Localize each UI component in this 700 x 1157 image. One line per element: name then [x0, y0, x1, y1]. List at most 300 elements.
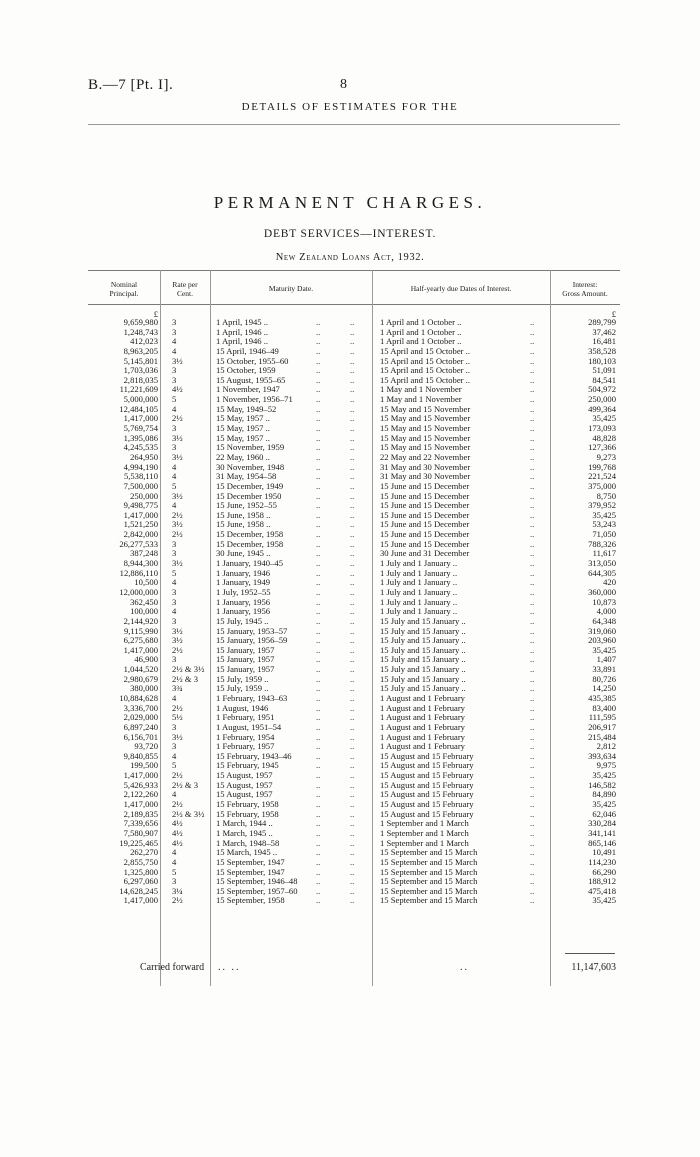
interest-cell: 379,952	[588, 500, 616, 511]
interest-cell: 313,050	[588, 558, 616, 569]
due-dates-cell: 1 July and 1 January ..	[380, 596, 458, 607]
interest-cell: 35,425	[592, 895, 616, 906]
rate-cell: 3	[172, 442, 177, 453]
maturity-cell: 1 November, 1947	[216, 384, 280, 395]
principal-cell: 10,500	[134, 577, 158, 588]
maturity-cell: 15 February, 1958	[216, 799, 279, 810]
principal-cell: 2,980,679	[123, 673, 158, 684]
due-dates-cell: 15 September and 15 March	[380, 856, 478, 867]
leader-dot: ..	[530, 885, 535, 896]
maturity-cell: 15 August, 1957	[216, 789, 273, 800]
leader-dot: ..	[316, 461, 321, 472]
leader-dot: ..	[316, 538, 321, 549]
leader-dot: ..	[316, 770, 321, 781]
interest-table	[88, 270, 620, 986]
leader-dot: ..	[530, 683, 535, 694]
rate-cell: 3½	[172, 490, 183, 501]
maturity-cell: 1 April, 1946 ..	[216, 336, 269, 347]
maturity-cell: 31 May, 1954–58	[216, 471, 277, 482]
due-dates-cell: 15 April and 15 October ..	[380, 345, 470, 356]
maturity-cell: 15 May, 1957 ..	[216, 432, 270, 443]
principal-cell: 5,000,000	[123, 394, 158, 405]
due-dates-cell: 15 June and 15 December	[380, 538, 470, 549]
principal-cell: 8,944,300	[123, 558, 158, 569]
leader-dot: ..	[350, 606, 355, 617]
leader-dot: ..	[316, 577, 321, 588]
interest-cell: 644,305	[588, 567, 616, 578]
leader-dot: ..	[530, 692, 535, 703]
rate-cell: 2½ & 3½	[172, 664, 205, 675]
leader-dot: ..	[350, 345, 355, 356]
interest-cell: 2,812	[596, 741, 616, 752]
due-dates-cell: 1 July and 1 January ..	[380, 577, 458, 588]
principal-cell: 6,156,701	[123, 731, 158, 742]
due-dates-cell: 30 June and 31 December	[380, 548, 470, 559]
leader-dot: ..	[350, 741, 355, 752]
leader-dot: ..	[350, 461, 355, 472]
document-reference: B.—7 [Pt. I].	[88, 77, 174, 93]
interest-cell: 35,425	[592, 799, 616, 810]
section-subtitle: DEBT SERVICES—INTEREST.	[263, 228, 437, 240]
maturity-cell: 15 September, 1947	[216, 866, 285, 877]
rate-cell: 5	[172, 866, 177, 877]
header-interest: Interest: Gross Amount.	[562, 280, 608, 298]
interest-cell: 64,348	[592, 615, 616, 626]
principal-cell: 1,044,520	[123, 664, 158, 675]
interest-cell: 16,481	[592, 336, 616, 347]
leader-dot: ..	[316, 384, 321, 395]
leader-dot: ..	[530, 856, 535, 867]
leader-dot: ..	[350, 818, 355, 829]
interest-cell: 35,425	[592, 509, 616, 520]
due-dates-cell: 1 August and 1 February	[380, 712, 465, 723]
rate-cell: 2½	[172, 644, 183, 655]
maturity-cell: 1 July, 1952–55	[216, 586, 271, 597]
leader-dot: ..	[316, 345, 321, 356]
leader-dot: ..	[316, 818, 321, 829]
maturity-cell: 15 May, 1957 ..	[216, 423, 270, 434]
maturity-cell: 1 August, 1951–54	[216, 721, 282, 732]
principal-column	[88, 318, 158, 906]
due-dates-cell: 15 May and 15 November	[380, 423, 471, 434]
leader-dot: ..	[350, 692, 355, 703]
interest-cell: 358,528	[588, 345, 616, 356]
rate-cell: 3	[172, 548, 177, 559]
leader-dot: ..	[316, 374, 321, 385]
rate-cell: 4	[172, 692, 177, 703]
principal-cell: 46,900	[134, 654, 158, 665]
leader-dot: ..	[350, 654, 355, 665]
interest-cell: 146,582	[588, 779, 616, 790]
maturity-cell: 1 January, 1949	[216, 577, 271, 588]
interest-cell: 215,484	[588, 731, 616, 742]
leader-dot: ..	[316, 866, 321, 877]
rate-cell: 4	[172, 750, 177, 761]
due-dates-cell: 15 August and 15 February	[380, 808, 474, 819]
leader-dot: ..	[350, 895, 355, 906]
rate-cell: 4	[172, 336, 177, 347]
principal-cell: 1,417,000	[123, 770, 158, 781]
leader-dot: ..	[530, 432, 535, 443]
maturity-cell: 15 August, 1955–65	[216, 374, 286, 385]
principal-cell: 2,842,000	[123, 529, 158, 540]
maturity-cell: 1 April, 1945 ..	[216, 317, 269, 327]
interest-cell: 180,103	[588, 355, 616, 366]
leader-dot: ..	[350, 519, 355, 530]
due-dates-cell: 15 April and 15 October ..	[380, 365, 470, 376]
carried-forward-label: Carried forward	[140, 962, 205, 973]
principal-cell: 19,225,465	[119, 837, 158, 848]
rate-cell: 3¼	[172, 885, 183, 896]
leader-dot: ..	[316, 500, 321, 511]
due-dates-cell: 1 May and 1 November	[380, 394, 462, 405]
leader-dot: ..	[530, 519, 535, 530]
due-dates-cell: 15 June and 15 December	[380, 500, 470, 511]
leader-dot: ..	[316, 644, 321, 655]
leader-dot: ..	[350, 779, 355, 790]
leader-dot: ..	[316, 673, 321, 684]
maturity-cell: 1 January, 1956	[216, 606, 271, 617]
interest-cell: 221,524	[588, 471, 616, 482]
leader-dot: ..	[350, 750, 355, 761]
leader-dot: ..	[316, 558, 321, 569]
rate-cell: 3	[172, 876, 177, 887]
leader-dot: ..	[350, 866, 355, 877]
leader-dot: ..	[530, 374, 535, 385]
interest-cell: 111,595	[588, 712, 616, 723]
leader-dot: ..	[530, 654, 535, 665]
principal-cell: 1,417,000	[123, 895, 158, 906]
maturity-cell: 15 December, 1949	[216, 480, 284, 491]
due-dates-cell: 31 May and 30 November	[380, 471, 471, 482]
principal-cell: 6,275,680	[123, 635, 158, 646]
leader-dot: ..	[316, 451, 321, 462]
rate-cell: 4½	[172, 837, 183, 848]
leader-dot: ..	[316, 664, 321, 675]
rate-cell: 3½	[172, 451, 183, 462]
maturity-cell: 15 May, 1957 ..	[216, 413, 270, 424]
maturity-cell: 15 February, 1958	[216, 808, 279, 819]
rate-cell: 3	[172, 374, 177, 385]
interest-cell: 435,385	[588, 692, 616, 703]
due-dates-cell: 15 August and 15 February	[380, 799, 474, 810]
leader-dot: ..	[316, 741, 321, 752]
rate-cell: 3	[172, 538, 177, 549]
leader-dot: ..	[530, 538, 535, 549]
header-principal: Nominal Principal.	[109, 280, 139, 298]
leader-dot: ..	[350, 365, 355, 376]
principal-cell: 1,703,036	[123, 365, 158, 376]
leader-dot: ..	[316, 529, 321, 540]
leader-dot: ..	[350, 480, 355, 491]
leader-dot: ..	[350, 471, 355, 482]
maturity-cell: 30 June, 1945 ..	[216, 548, 271, 559]
due-dates-cell: 15 July and 15 January ..	[380, 664, 466, 675]
rate-cell: 5½	[172, 712, 183, 723]
principal-currency: £	[153, 309, 158, 319]
leader-dot: ..	[316, 654, 321, 665]
leader-dot: ..	[316, 442, 321, 453]
maturity-cell: 1 February, 1954	[216, 731, 275, 742]
principal-cell: 4,245,535	[123, 442, 158, 453]
page-number: 8	[340, 77, 347, 92]
leader-dot: ..	[530, 731, 535, 742]
due-dates-cell: 15 May and 15 November	[380, 413, 471, 424]
maturity-cell: 1 March, 1944 ..	[216, 818, 273, 829]
principal-cell: 1,417,000	[123, 644, 158, 655]
leader-dot: ..	[316, 567, 321, 578]
interest-cell: 35,425	[592, 413, 616, 424]
leader-dot: ..	[350, 731, 355, 742]
leader-dot: ..	[316, 635, 321, 646]
interest-cell: 788,326	[588, 538, 616, 549]
due-dates-cell: 1 April and 1 October ..	[380, 326, 462, 337]
maturity-cell: 15 October, 1959	[216, 365, 276, 376]
principal-cell: 6,297,060	[123, 876, 158, 887]
leader-dot: ..	[316, 827, 321, 838]
leader-dot: ..	[530, 548, 535, 559]
rate-cell: 4½	[172, 384, 183, 395]
leader-dot: ..	[350, 827, 355, 838]
principal-cell: 199,500	[130, 760, 158, 771]
leader-dot: ..	[530, 770, 535, 781]
leader-dot: ..	[350, 586, 355, 597]
principal-cell: 2,818,035	[123, 374, 158, 385]
interest-cell: 499,364	[588, 403, 616, 414]
maturity-cell: 15 November, 1959	[216, 442, 285, 453]
due-dates-cell: 15 June and 15 December	[380, 480, 470, 491]
rate-cell: 2½ & 3	[172, 779, 199, 790]
maturity-cell: 15 June, 1952–55	[216, 500, 277, 511]
maturity-cell: 15 January, 1957	[216, 664, 275, 675]
leader-dot: ..	[530, 509, 535, 520]
rate-cell: 4	[172, 789, 177, 800]
interest-cell: 14,250	[592, 683, 616, 694]
due-dates-cell: 15 July and 15 January ..	[380, 654, 466, 665]
due-dates-cell: 1 April and 1 October ..	[380, 336, 462, 347]
leader-dot: ..	[350, 384, 355, 395]
maturity-cell: 15 February, 1943–46	[216, 750, 292, 761]
due-dates-cell: 31 May and 30 November	[380, 461, 471, 472]
leader-dot: ..	[530, 500, 535, 511]
rate-cell: 4	[172, 461, 177, 472]
rate-cell: 3¾	[172, 683, 183, 694]
rate-cell: 4	[172, 471, 177, 482]
interest-cell: 10,491	[592, 847, 616, 858]
principal-cell: 2,855,750	[123, 856, 158, 867]
interest-cell: 11,617	[592, 548, 616, 559]
leader-dot: ..	[530, 442, 535, 453]
leader-dot: ..	[316, 413, 321, 424]
leader-dot: ..	[530, 567, 535, 578]
principal-cell: 362,450	[130, 596, 158, 607]
principal-cell: 5,145,801	[123, 355, 158, 366]
due-dates-cell: 15 September and 15 March	[380, 876, 478, 887]
due-dates-cell: 15 August and 15 February	[380, 789, 474, 800]
leader-dot: ..	[316, 615, 321, 626]
rate-cell: 4	[172, 345, 177, 356]
due-dates-cell: 15 September and 15 March	[380, 885, 478, 896]
leader-dot: ..	[530, 355, 535, 366]
leader-dot: ..	[530, 799, 535, 810]
rate-cell: 3	[172, 365, 177, 376]
leader-dot: ..	[530, 558, 535, 569]
principal-cell: 9,659,980	[123, 317, 158, 327]
interest-cell: 475,418	[588, 885, 616, 896]
maturity-cell: 15 July, 1959 ..	[216, 673, 269, 684]
interest-cell: 9,975	[596, 760, 616, 771]
rate-cell: 3	[172, 317, 177, 327]
leader-dot: ..	[530, 606, 535, 617]
due-dates-cell: 15 August and 15 February	[380, 750, 474, 761]
due-dates-cell: 22 May and 22 November	[380, 451, 471, 462]
leader-dot: ..	[530, 625, 535, 636]
maturity-cell: 15 December 1950	[216, 490, 282, 501]
leader-dot: ..	[350, 673, 355, 684]
leader-dot: ..	[316, 423, 321, 434]
leader-dot: ..	[530, 702, 535, 713]
maturity-cell: 1 April, 1946 ..	[216, 326, 269, 337]
principal-cell: 26,277,533	[119, 538, 158, 549]
leader-dot: ..	[530, 837, 535, 848]
maturity-cell: 1 August, 1946	[216, 702, 269, 713]
interest-cell: 35,425	[592, 770, 616, 781]
interest-cell: 319,060	[588, 625, 616, 636]
interest-cell: 35,425	[592, 644, 616, 655]
principal-cell: 7,500,000	[123, 480, 158, 491]
rate-cell: 4	[172, 403, 177, 414]
leader-dot: ..	[316, 625, 321, 636]
interest-currency: £	[611, 309, 616, 319]
principal-cell: 1,395,086	[123, 432, 158, 443]
leader-dot: ..	[530, 779, 535, 790]
leader-dot: ..	[350, 847, 355, 858]
rate-cell: 2½	[172, 413, 183, 424]
due-dates-cell: 1 August and 1 February	[380, 721, 465, 732]
leader-dot: ..	[530, 615, 535, 626]
interest-cell: 865,146	[588, 837, 616, 848]
rate-cell: 3	[172, 586, 177, 597]
maturity-cell: 1 March, 1945 ..	[216, 827, 273, 838]
leader-dot: ..	[530, 827, 535, 838]
interest-cell: 4,000	[596, 606, 616, 617]
principal-cell: 4,994,190	[123, 461, 158, 472]
leader-dot: ..	[530, 808, 535, 819]
maturity-cell: 15 May, 1949–52	[216, 403, 277, 414]
interest-cell: 51,091	[592, 365, 616, 376]
interest-cell: 8,750	[596, 490, 616, 501]
principal-cell: 1,521,250	[123, 519, 158, 530]
principal-cell: 100,000	[130, 606, 158, 617]
rate-cell: 5	[172, 394, 177, 405]
due-dates-cell: 15 June and 15 December	[380, 509, 470, 520]
leader-dot: ..	[530, 876, 535, 887]
rate-cell: 4	[172, 856, 177, 867]
rate-cell: 2½	[172, 770, 183, 781]
maturity-cell: 15 June, 1958 ..	[216, 509, 271, 520]
leader-dots	[530, 318, 534, 906]
maturity-cell: 22 May, 1960 ..	[216, 451, 270, 462]
leader-dot: ..	[350, 423, 355, 434]
rate-cell: 5	[172, 480, 177, 491]
carried-forward-leader: .. ..	[218, 962, 241, 973]
rate-cell: 3	[172, 615, 177, 626]
rate-cell: 2½	[172, 799, 183, 810]
maturity-cell: 15 February, 1945	[216, 760, 279, 771]
rate-cell: 3	[172, 326, 177, 337]
carried-forward-amount: 11,147,603	[571, 962, 616, 973]
rate-cell: 3½	[172, 519, 183, 530]
leader-dot: ..	[350, 326, 355, 337]
leader-dot: ..	[316, 847, 321, 858]
interest-cell: 1,407	[596, 654, 616, 665]
leader-dot: ..	[316, 856, 321, 867]
rate-cell: 3½	[172, 558, 183, 569]
leader-dot: ..	[316, 586, 321, 597]
principal-cell: 1,417,000	[123, 509, 158, 520]
leader-dot: ..	[350, 355, 355, 366]
leader-dot: ..	[316, 721, 321, 732]
due-dates-cell: 15 July and 15 January ..	[380, 683, 466, 694]
leader-dot: ..	[316, 712, 321, 723]
maturity-cell: 15 June, 1958 ..	[216, 519, 271, 530]
header-rule	[88, 124, 620, 125]
principal-cell: 1,325,800	[123, 866, 158, 877]
leader-dot: ..	[530, 644, 535, 655]
rate-cell: 2½	[172, 509, 183, 520]
leader-dot: ..	[530, 529, 535, 540]
leader-dot: ..	[316, 432, 321, 443]
principal-cell: 93,720	[134, 741, 158, 752]
leader-dot: ..	[316, 355, 321, 366]
interest-cell: 375,000	[588, 480, 616, 491]
leader-dot: ..	[316, 336, 321, 347]
leader-dot: ..	[316, 471, 321, 482]
maturity-cell: 1 February, 1951	[216, 712, 275, 723]
header-rate: Rate per Cent.	[172, 280, 198, 298]
leader-dot: ..	[316, 548, 321, 559]
due-dates-cell: 15 July and 15 January ..	[380, 625, 466, 636]
leader-dot: ..	[350, 635, 355, 646]
due-dates-cell: 15 April and 15 October ..	[380, 374, 470, 385]
leader-dot: ..	[350, 702, 355, 713]
leader-dot: ..	[530, 741, 535, 752]
due-dates-cell: 1 September and 1 March	[380, 827, 469, 838]
header-half-yearly: Half-yearly due Dates of Interest.	[410, 284, 512, 293]
leader-dot: ..	[350, 394, 355, 405]
leader-dot: ..	[350, 336, 355, 347]
principal-cell: 7,580,907	[123, 827, 158, 838]
interest-cell: 127,366	[588, 442, 616, 453]
principal-cell: 2,122,260	[123, 789, 158, 800]
due-dates-cell: 15 September and 15 March	[380, 895, 478, 906]
leader-dot: ..	[350, 558, 355, 569]
header-maturity: Maturity Date.	[268, 284, 314, 293]
interest-cell: 206,917	[588, 721, 616, 732]
interest-cell: 62,046	[592, 808, 616, 819]
interest-cell: 9,273	[596, 451, 616, 462]
rate-cell: 2½ & 3½	[172, 808, 205, 819]
leader-dot: ..	[350, 856, 355, 867]
leader-dot: ..	[350, 760, 355, 771]
leader-dot: ..	[350, 577, 355, 588]
leader-dot: ..	[530, 577, 535, 588]
due-dates-cell: 1 September and 1 March	[380, 837, 469, 848]
interest-cell: 10,873	[592, 596, 616, 607]
leader-dot: ..	[530, 336, 535, 347]
due-dates-cell: 1 August and 1 February	[380, 731, 465, 742]
act-heading-text: New Zealand Loans Act, 1932.	[275, 252, 425, 263]
